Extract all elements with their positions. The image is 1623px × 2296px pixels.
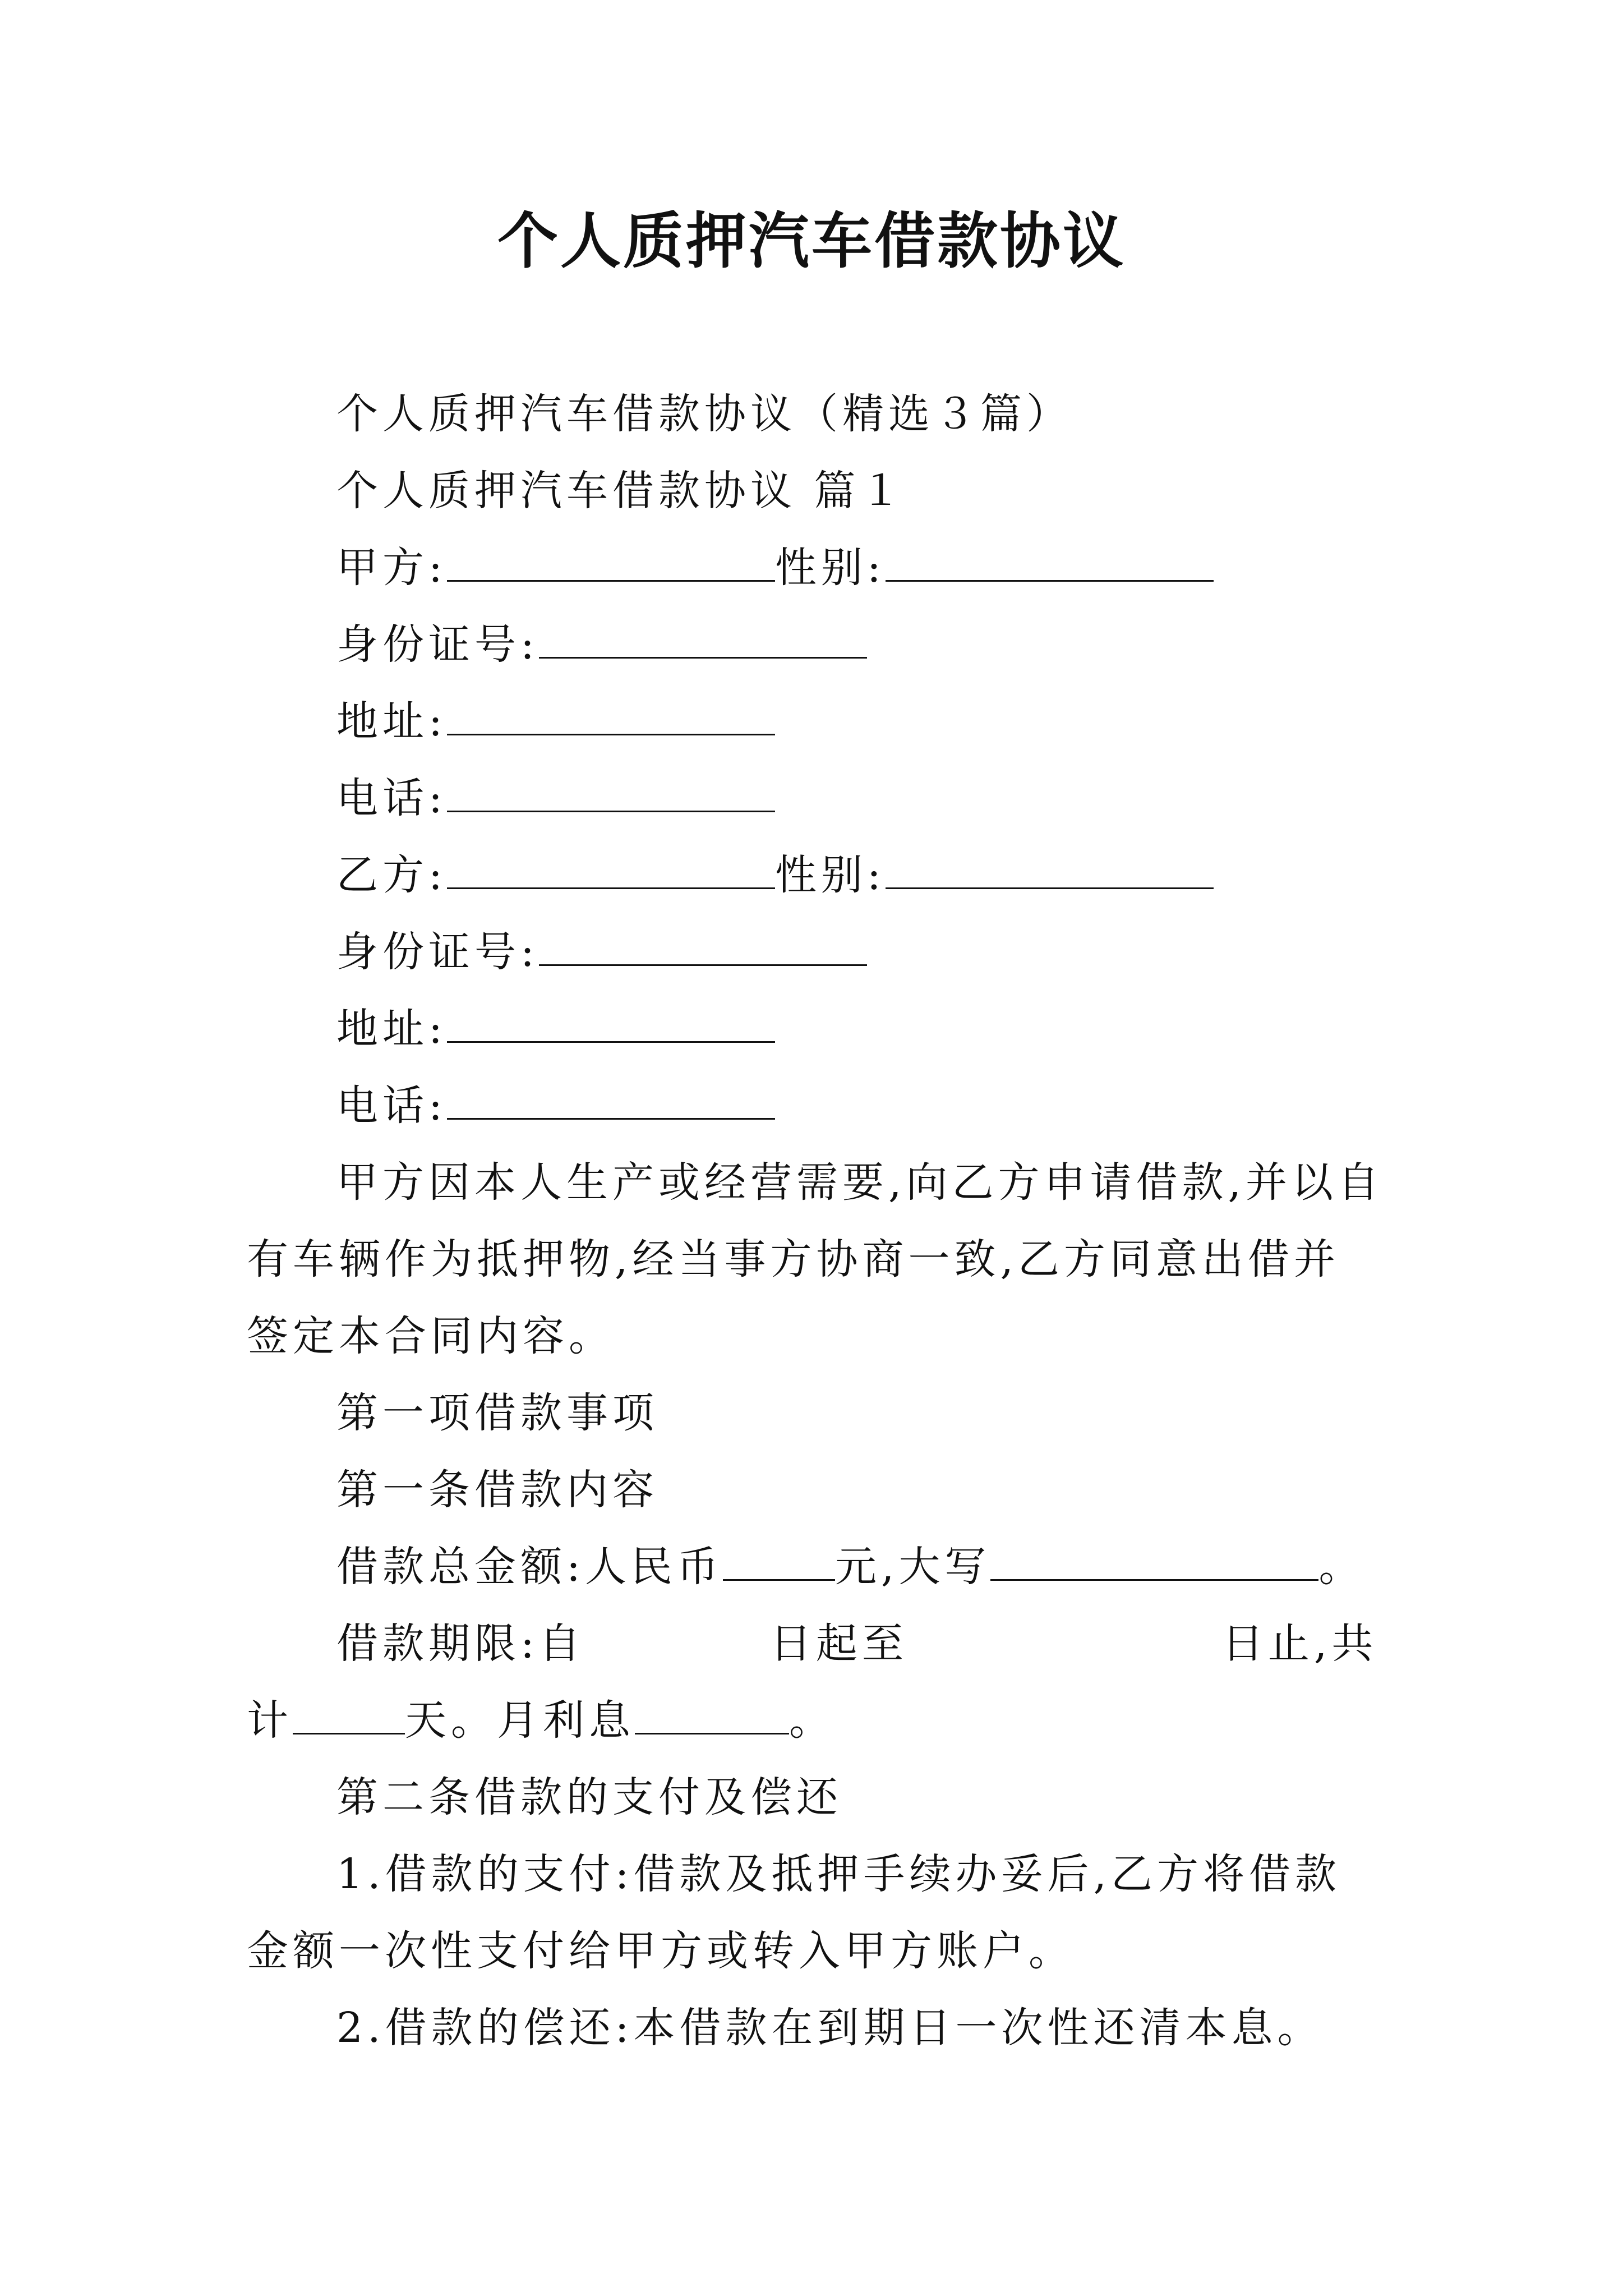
- party-a-gender-label: 性别:: [774, 544, 886, 592]
- article-one-heading: 第一条借款内容: [336, 1466, 658, 1514]
- intro-paragraph: 甲方因本人生产或经营需要,向乙方申请借款,并以自有车辆作为抵押物,经当事方协商一致,乙方同意出借并签定本合同内容。: [247, 1158, 1384, 1360]
- payment-clause-2: 2.借款的偿还:本借款在到期日一次性还清本息。: [336, 2004, 1324, 2052]
- party-a-address-line: [247, 683, 1385, 760]
- loan-days-blank[interactable]: [293, 1696, 405, 1734]
- party-b-id-blank[interactable]: [539, 927, 867, 966]
- party-b-address-blank[interactable]: [447, 1004, 775, 1043]
- payment-clause-1: 1.借款的支付:借款及抵押手续办妥后,乙方将借款金额一次性支付给甲方或转入甲方账户。: [247, 1850, 1341, 1975]
- party-b-id-line: [247, 914, 1385, 991]
- loan-term-label: 借款期限:自: [336, 1619, 585, 1668]
- loan-term-end: 日止,共计: [247, 1619, 1378, 1745]
- party-b-phone-label: 电话:: [336, 1082, 447, 1130]
- party-b-gender-blank[interactable]: [886, 850, 1214, 889]
- party-a-line: [247, 530, 1385, 606]
- loan-term-mid: 日起至: [769, 1619, 908, 1668]
- loan-amount-capital-label: 元,大写: [834, 1543, 991, 1591]
- loan-amount-label: 借款总金额:人民币: [336, 1543, 723, 1591]
- party-b-label: 乙方:: [336, 851, 447, 899]
- party-a-gender-blank[interactable]: [886, 543, 1214, 582]
- party-b-gender-label: 性别:: [774, 851, 886, 899]
- loan-amount-end: 。: [1318, 1543, 1365, 1591]
- party-a-id-label: 身份证号:: [336, 620, 539, 669]
- party-a-name-blank[interactable]: [447, 543, 775, 582]
- party-a-id-blank[interactable]: [539, 620, 867, 659]
- article-two-heading: 第二条借款的支付及偿还: [336, 1773, 842, 1821]
- party-b-phone-line: [247, 1068, 1385, 1144]
- party-a-phone-line: [247, 760, 1385, 837]
- party-b-line: [247, 837, 1385, 914]
- loan-term-stop: 。: [789, 1696, 835, 1745]
- chapter-heading: 个人质押汽车借款协议 篇１: [336, 467, 906, 515]
- document-title: 个人质押汽车借款协议: [497, 206, 1126, 277]
- loan-amount-blank[interactable]: [723, 1542, 835, 1581]
- monthly-interest-blank[interactable]: [635, 1696, 789, 1734]
- party-a-phone-label: 电话:: [336, 774, 447, 822]
- loan-amount-line: [247, 1529, 1385, 1605]
- document-body: [247, 376, 1385, 2067]
- subtitle-line: 个人质押汽车借款协议（精选３篇）: [336, 390, 1072, 438]
- party-b-name-blank[interactable]: [447, 850, 775, 889]
- loan-days-label: 天。月利息: [405, 1696, 635, 1745]
- party-b-address-line: [247, 991, 1385, 1068]
- party-b-address-label: 地址:: [336, 1005, 447, 1053]
- party-a-address-blank[interactable]: [447, 697, 775, 735]
- party-a-address-label: 地址:: [336, 697, 447, 746]
- party-b-id-label: 身份证号:: [336, 928, 539, 976]
- party-b-phone-blank[interactable]: [447, 1081, 775, 1120]
- party-a-label: 甲方:: [336, 544, 447, 592]
- loan-amount-capital-blank[interactable]: [990, 1542, 1318, 1581]
- party-a-phone-blank[interactable]: [447, 774, 775, 812]
- item-one-heading: 第一项借款事项: [336, 1389, 658, 1437]
- loan-term-line: [247, 1605, 1385, 1759]
- party-a-id-line: [247, 606, 1385, 683]
